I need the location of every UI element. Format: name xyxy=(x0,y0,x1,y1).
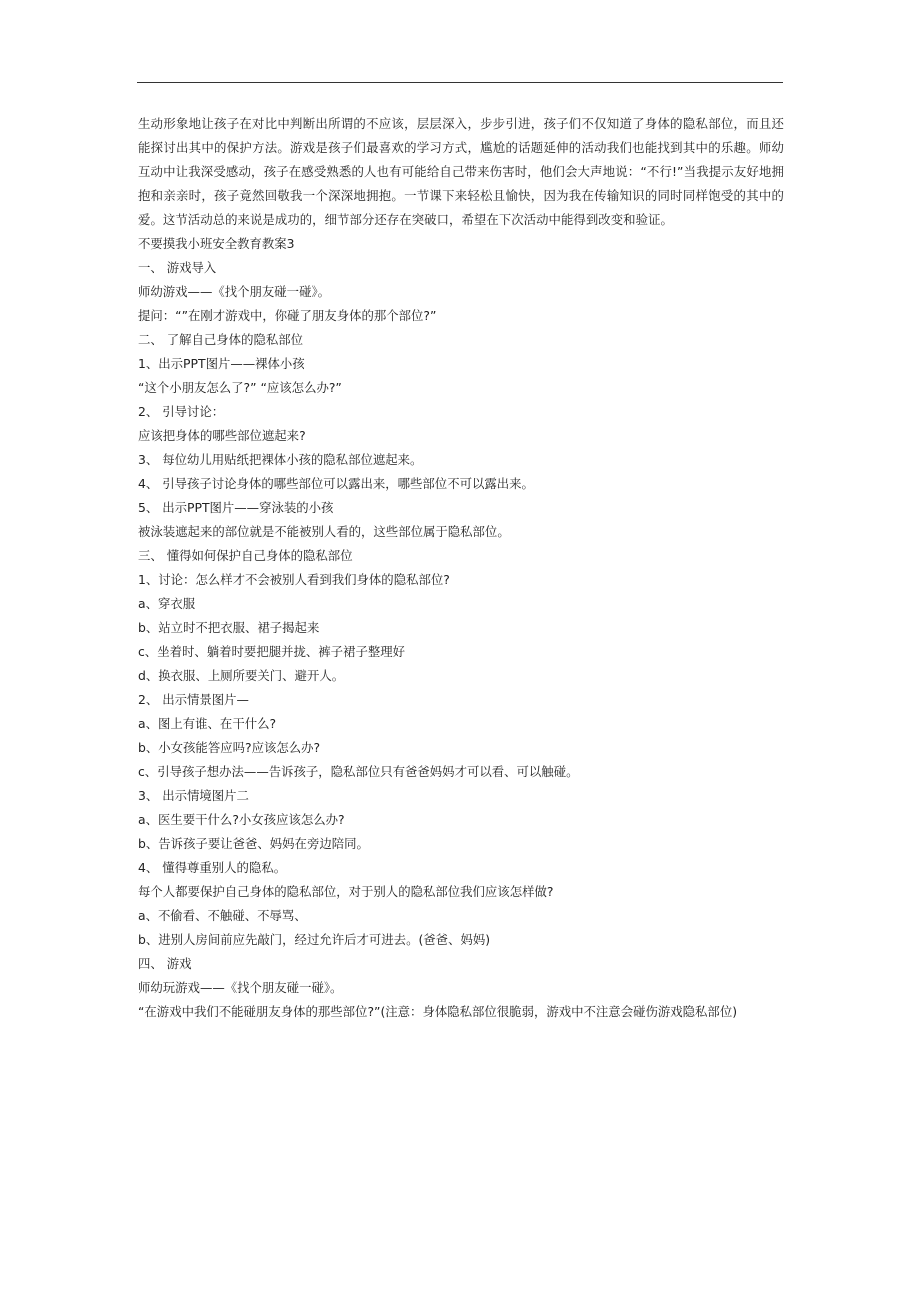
section-heading: 三、 懂得如何保护自己身体的隐私部位 xyxy=(138,548,353,563)
text-line: 提问：“”在刚才游戏中，你碰了朋友身体的那个部位?” xyxy=(138,308,437,323)
list-item: a、不偷看、不触碰、不辱骂、 xyxy=(138,908,307,923)
list-item: b、告诉孩子要让爸爸、妈妈在旁边陪同。 xyxy=(138,836,369,851)
document-body xyxy=(138,112,784,1024)
text-line: 应该把身体的哪些部位遮起来? xyxy=(138,428,306,443)
list-item: c、引导孩子想办法——告诉孩子，隐私部位只有爸爸妈妈才可以看、可以触碰。 xyxy=(138,764,579,779)
list-item: c、坐着时、躺着时要把腿并拢、裤子裙子整理好 xyxy=(138,644,406,659)
list-item: b、进别人房间前应先敲门，经过允许后才可进去。(爸爸、妈妈) xyxy=(138,932,491,947)
list-item: a、图上有谁、在干什么? xyxy=(138,716,277,731)
header-rule xyxy=(137,82,783,83)
text-line: 4、 懂得尊重别人的隐私。 xyxy=(138,860,287,875)
list-item: a、医生要干什么?小女孩应该怎么办? xyxy=(138,812,345,827)
section-heading: 一、 游戏导入 xyxy=(138,260,217,275)
text-line: “这个小朋友怎么了?” “应该怎么办?” xyxy=(138,380,342,395)
text-line: 2、 引导讨论： xyxy=(138,404,225,419)
text-line: 被泳装遮起来的部位就是不能被别人看的，这些部位属于隐私部位。 xyxy=(138,524,510,539)
list-item: b、站立时不把衣服、裙子揭起来 xyxy=(138,620,320,635)
text-line: 师幼游戏——《找个朋友碰一碰》。 xyxy=(138,284,331,299)
list-item: a、穿衣服 xyxy=(138,596,196,611)
text-line: “在游戏中我们不能碰朋友身体的那些部位?”(注意：身体隐私部位很脆弱，游戏中不注意会碰伤游戏隐私部位) xyxy=(138,1004,738,1019)
lesson-title: 不要摸我小班安全教育教案3 xyxy=(138,236,295,251)
text-line: 1、出示PPT图片——裸体小孩 xyxy=(138,356,305,371)
section-heading: 二、 了解自己身体的隐私部位 xyxy=(138,332,304,347)
list-item: b、小女孩能答应吗?应该怎么办? xyxy=(138,740,321,755)
text-line: 4、 引导孩子讨论身体的哪些部位可以露出来，哪些部位不可以露出来。 xyxy=(138,476,534,491)
text-line: 3、 出示情境图片二 xyxy=(138,788,249,803)
list-item: d、换衣服、上厕所要关门、避开人。 xyxy=(138,668,345,683)
intro-paragraph: 生动形象地让孩子在对比中判断出所谓的不应该，层层深入，步步引进，孩子们不仅知道了身体的隐私部位，而且还能探讨出其中的保护方法。游戏是孩子们最喜欢的学习方式，尴尬的话题延伸的活动我们也能找到其中的乐趣。师幼互动中让我深受感动，孩子在感受熟悉的人也有可能给自己带来伤害时，他们会大声地说：“不行!”当我提示友好地拥抱和亲亲时，孩子竟然回敬我一个深深地拥抱。一节课下来轻松且愉快，因为我在传输知识的同时同样饱受的其中的爱。这节活动总的来说是成功的，细节部分还存在突破口，希望在下次活动中能得到改变和验证。 xyxy=(138,116,784,227)
text-line: 3、 每位幼儿用贴纸把裸体小孩的隐私部位遮起来。 xyxy=(138,452,423,467)
text-line: 1、讨论：怎么样才不会被别人看到我们身体的隐私部位? xyxy=(138,572,450,587)
text-line: 5、 出示PPT图片——穿泳装的小孩 xyxy=(138,500,334,515)
section-heading: 四、 游戏 xyxy=(138,956,192,971)
text-line: 师幼玩游戏——《找个朋友碰一碰》。 xyxy=(138,980,343,995)
text-line: 2、 出示情景图片— xyxy=(138,692,249,707)
text-line: 每个人都要保护自己身体的隐私部位，对于别人的隐私部位我们应该怎样做? xyxy=(138,884,554,899)
